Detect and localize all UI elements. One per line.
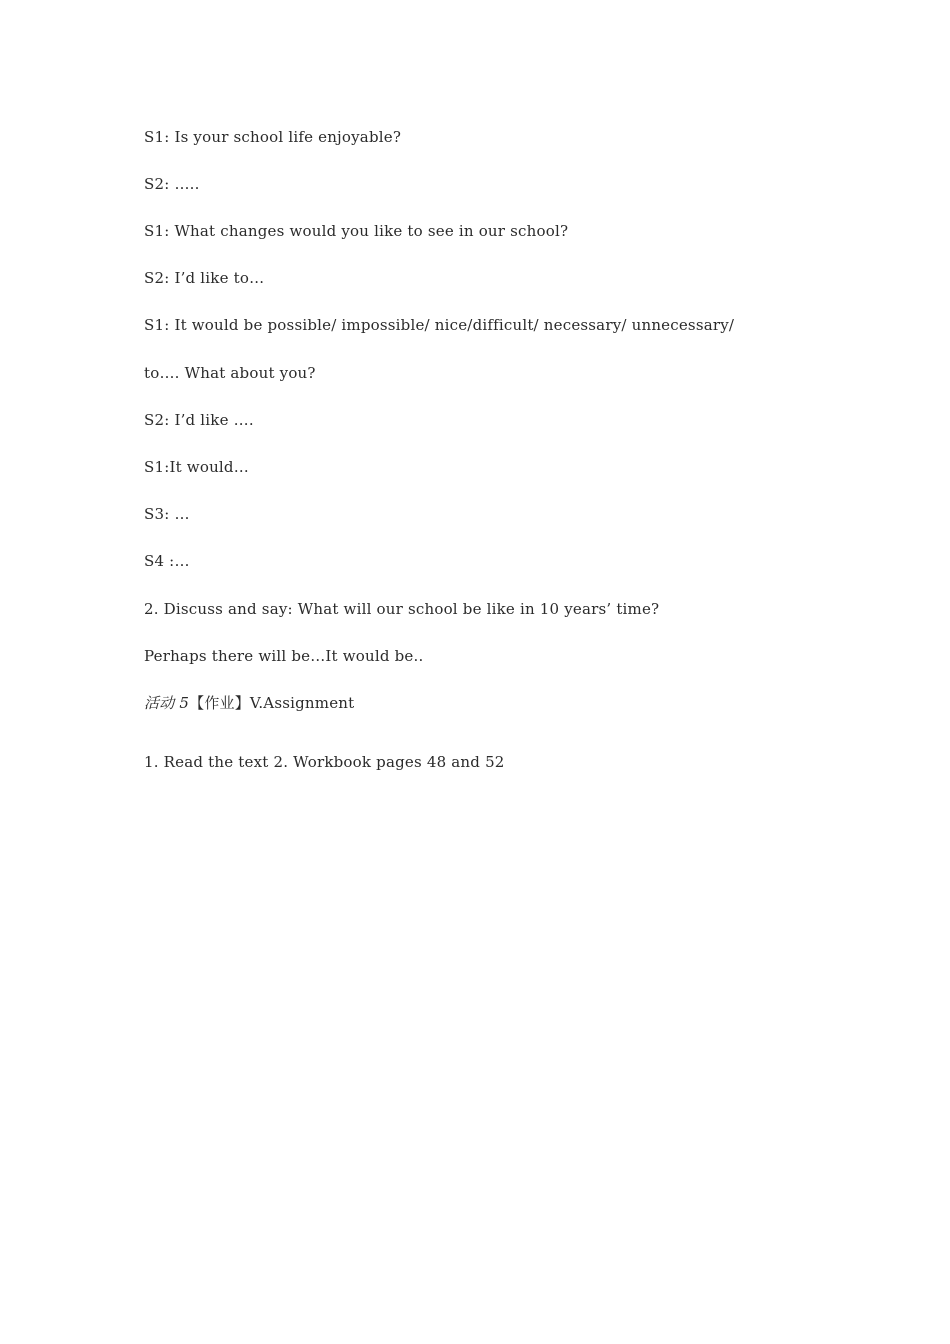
dialogue-line-s1-changes: S1: What changes would you like to see in our school?: [144, 222, 569, 240]
dialogue-line-s4: S4 :…: [144, 552, 190, 570]
assignment-text: 1. Read the text 2. Workbook pages 48 and 52: [144, 753, 505, 771]
dialogue-line-s1-question: S1: Is your school life enjoyable?: [144, 128, 402, 146]
dialogue-line-s2-reply: S2: I’d like ….: [144, 411, 254, 429]
dialogue-line-s2-answer: S2: …..: [144, 175, 200, 193]
dialogue-line-s1-would-be: S1: It would be possible/ impossible/ nice/difficult/ necessary/ unnecessary/: [144, 316, 735, 334]
activity-heading-suffix: 【作业】V.Assignment: [189, 694, 355, 712]
activity-heading: [144, 694, 354, 712]
activity-heading-prefix: 活动 5: [144, 694, 190, 712]
dialogue-line-s1-it-would: S1:It would…: [144, 458, 249, 476]
dialogue-line-continuation: to…. What about you?: [144, 364, 316, 382]
dialogue-line-s2-like: S2: I’d like to…: [144, 269, 265, 287]
discussion-prompt: 2. Discuss and say: What will our school be like in 10 years’ time?: [144, 600, 660, 618]
dialogue-line-s3: S3: …: [144, 505, 190, 523]
discussion-example: Perhaps there will be…It would be..: [144, 647, 424, 665]
